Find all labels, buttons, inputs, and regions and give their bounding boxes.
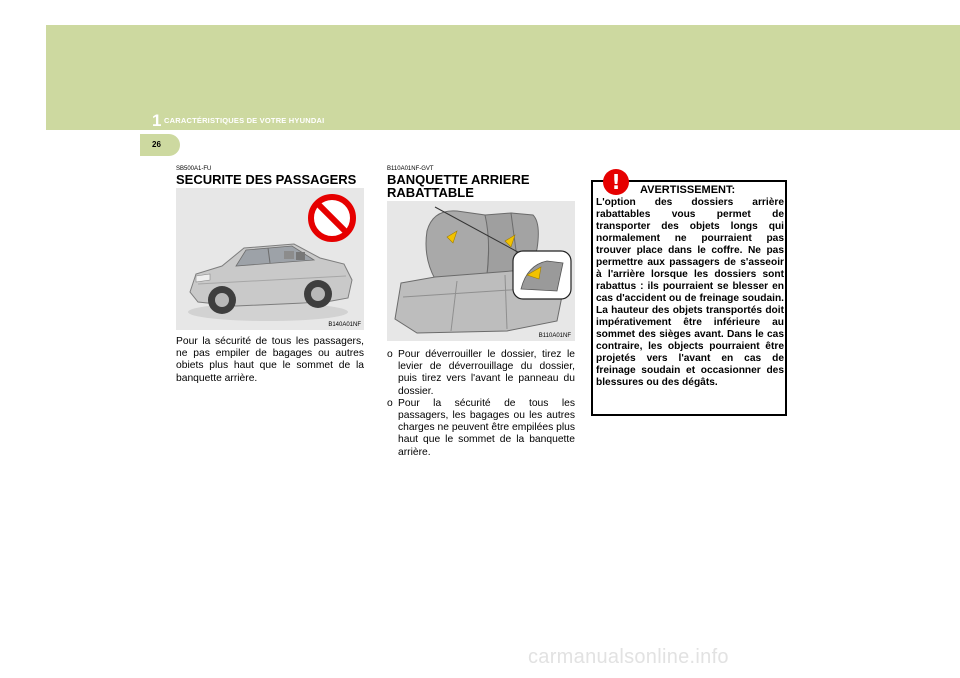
- section-code-passengers: SB500A1-FU: [176, 166, 212, 172]
- watermark: carmanualsonline.info: [528, 646, 729, 668]
- image-label-rear-seat: B110A01NF: [538, 333, 571, 339]
- chapter-title: CARACTÉRISTIQUES DE VOTRE HYUNDAI: [164, 116, 325, 125]
- bullet-mark: o: [387, 397, 393, 409]
- warning-text: L'option des dossiers arrière rabattables vous permet de transporter des objets longs qui normalement ne pourraient pas trouver place dans le coffre. Ne pas permettre aux passagers de s'asseoir à l'arrière lorsque les dossiers sont rabattus : ils pourraient se blesser en cas d'accident ou de freinage soudain. La hauteur des objets transportés doit impérativement être inférieure au sommet des sièges avant. Dans le cas contraire, les objects pourraient être projetés vers l'avant en cas de freinage soudain et occasionner des blessures ou des dégâts.: [596, 197, 784, 388]
- list-item-text: Pour déverrouiller le dossier, tirez le levier de déverrouillage du dossier, puis tirez vers l'avant le panneau du dossier.: [398, 349, 575, 397]
- warning-title: AVERTISSEMENT:: [640, 184, 736, 196]
- image-label-passengers: B140A01NF: [328, 322, 361, 328]
- prohibition-icon: [311, 197, 353, 239]
- chapter-number: 1: [152, 111, 162, 130]
- rear-seat-illustration: [387, 201, 575, 341]
- warning-icon: !: [603, 169, 629, 195]
- list-item-text: Pour la sécurité de tous les passagers, les bagages ou les autres charges ne peuvent être empilées plus haut que le sommet de la banquette arrière.: [398, 397, 575, 458]
- section-title-passengers: SECURITE DES PASSAGERS: [176, 172, 357, 187]
- header-band: [46, 25, 960, 130]
- passenger-safety-text: Pour la sécurité de tous les passagers, ne pas empiler de bagages ou autres obiets plus haut que le sommet de la banquette arrière.: [176, 336, 364, 384]
- bullet-mark: o: [387, 349, 393, 360]
- section-title-rear-seat-line1: BANQUETTE ARRIERE: [387, 172, 530, 187]
- car-icon: [176, 188, 364, 330]
- release-lever-icon: [513, 251, 571, 299]
- instruction-list: [387, 349, 575, 459]
- page-number: 26: [152, 140, 161, 149]
- passenger-safety-illustration: [176, 188, 364, 330]
- list-item: [387, 349, 575, 398]
- section-code-rear-seat: B110A01NF-GVT: [387, 166, 434, 172]
- section-title-rear-seat-line2: RABATTABLE: [387, 185, 474, 200]
- rear-seat-icon: [387, 201, 575, 341]
- rear-seat-instructions: [387, 349, 575, 459]
- list-item: [387, 398, 575, 459]
